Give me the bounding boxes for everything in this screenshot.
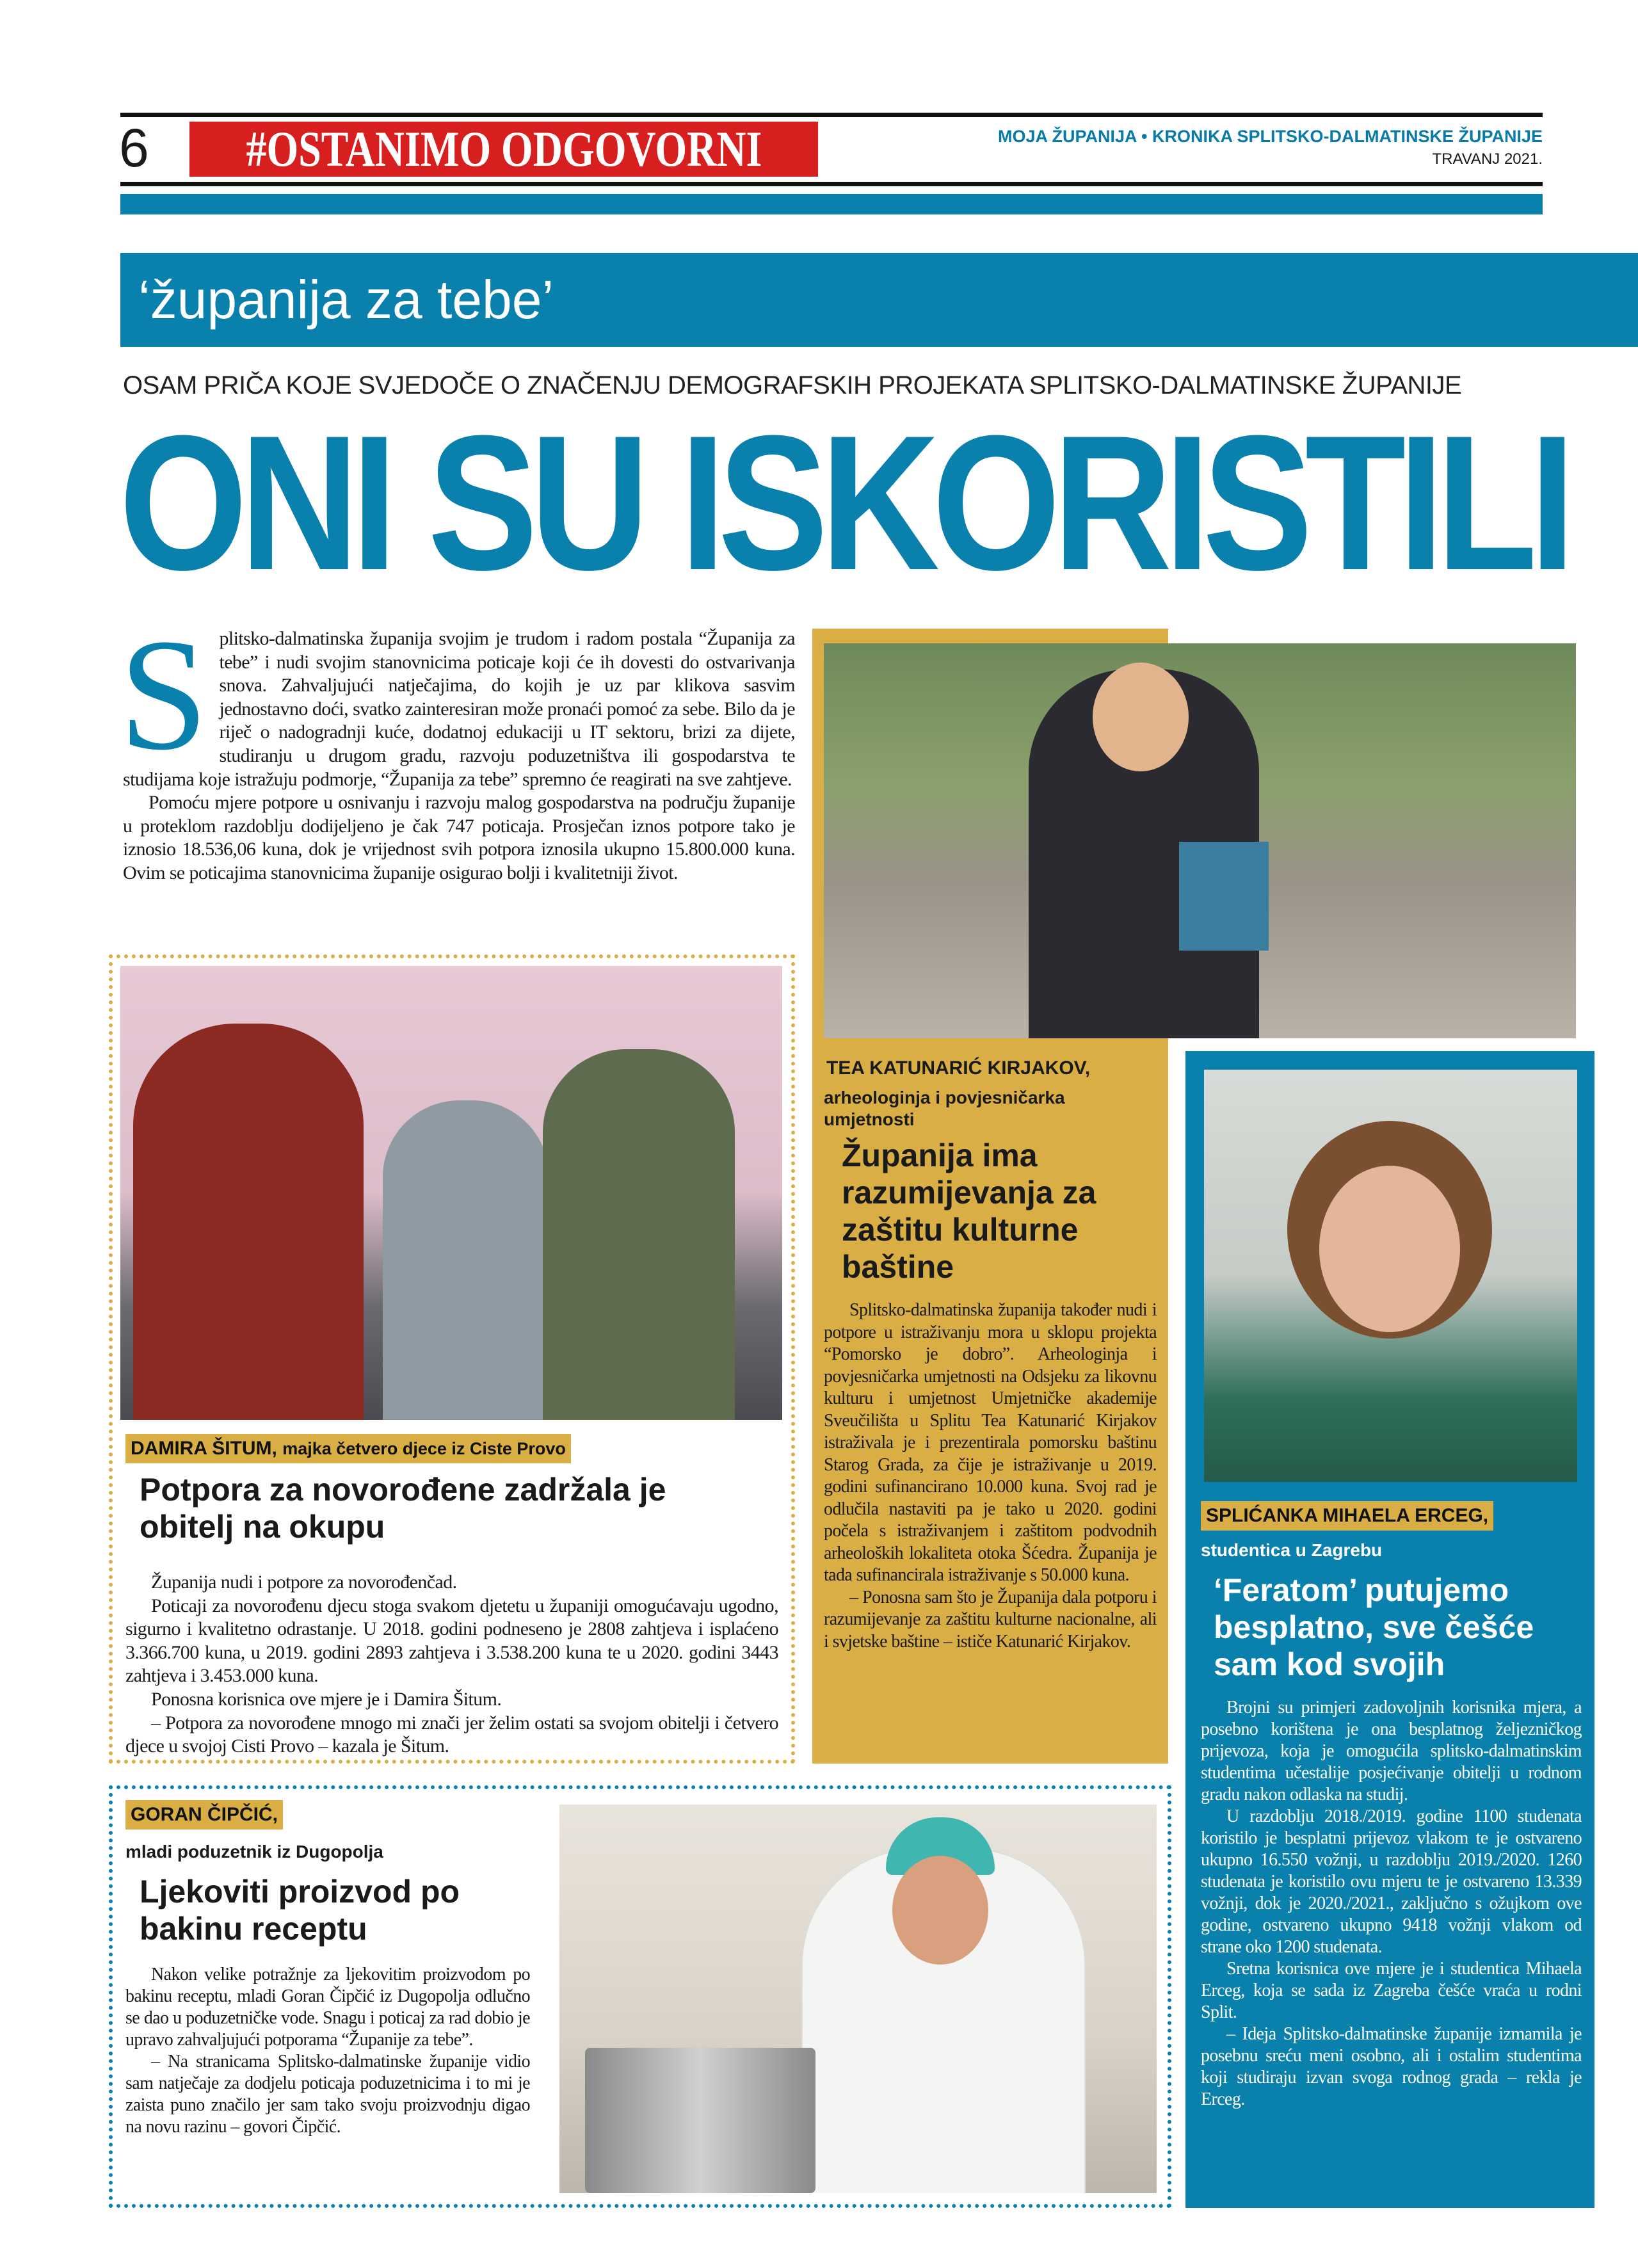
paragraph: – Ponosna sam što je Županija dala potporu i razumijevanje za zaštitu kulturne nacionalne, ali i svjetske baštine – ističe Katunarić Kirjakov. <box>824 1587 1157 1652</box>
child-figure <box>543 1049 735 1420</box>
paragraph: Sretna korisnica ove mjere je i studentica Mihaela Erceg, koja se sada iz Zagreba češće vraća u rodni Split. <box>1201 1959 1582 2022</box>
face <box>1093 663 1189 771</box>
story-role: majka četvero djece iz Ciste Provo <box>282 1439 566 1458</box>
cooking-pot <box>585 2048 815 2193</box>
story-headline: Županija ima razumijevanja za zaštitu kulturne baštine <box>842 1138 1096 1285</box>
story-role: arheologinja i povjesničarka umjetnosti <box>824 1088 1065 1129</box>
paragraph: Splitsko-dalmatinska županija također nudi i potpore u istraživanju mora u sklopu projekta “Pomorsko je dobro”. Arheologinja i povjesničarka umjetnosti na Odsjeku za likovnu kulturu i umjetnost Umjetničke akademije Sveučilišta u Splitu Tea Katunarić Kirjakov istraživala je i prezentirala pomorsku baštinu Starog Grada, za čije je istraživanje u 2019. godini sufinancirano 10.000 kuna. Svoj rad je odlučila nastaviti pa je tako u 2020. godini počela s istraživanjem i zaštitom podvodnih arheoloških lokaliteta otoka Šćedra. Županija je tada sufinancirala istraživanje s 50.000 kuna. <box>824 1300 1157 1585</box>
kicker: OSAM PRIČA KOJE SVJEDOČE O ZNAČENJU DEMOGRAFSKIH PROJEKATA SPLITSKO-DALMATINSKE ŽUPANIJE <box>123 371 1462 399</box>
mother-figure <box>133 1024 364 1420</box>
campaign-banner: #OSTANIMO ODGOVORNI <box>246 121 762 177</box>
campaign-banner-text-wrap <box>189 122 818 177</box>
top-rule <box>120 113 1543 117</box>
paragraph: Poticaji za novorođenu djecu stoga svakom djetetu u županiji omogućavaju ugodno, sigurno i kvalitetno odrastanje. U 2018. godini podneseno je 2808 zahtjeva i isplaćeno 3.366.700 kuna, u 2019. godini 2893 zahtjeva i 3.538.200 kuna te u 2020. godini 3443 zahtjeva i 3.453.000 kuna. <box>125 1595 778 1687</box>
paragraph: Ponosna korisnica ove mjere je i Damira Šitum. <box>151 1688 502 1710</box>
story-role: studentica u Zagrebu <box>1201 1540 1383 1560</box>
story-headline: Ljekoviti proizvod po bakinu receptu <box>140 1874 460 1947</box>
paragraph: – Na stranicama Splitsko-dalmatinske županije vidio sam natječaje za dodjelu poticaja poduzetnicima i to mi je zaista puno značilo jer sam tako svoju proizvodnju digao na novu razinu – govori Čipčić. <box>125 2052 530 2137</box>
face <box>892 1856 988 1965</box>
paragraph: – Ideja Splitsko-dalmatinske županije izmamila je posebnu sreću meni osobno, ali i ostalim studentima koji studiraju izvan svoga rodnog grada – rekla je Erceg. <box>1201 2024 1582 2109</box>
blue-band <box>120 194 1543 214</box>
header-rule <box>120 182 1543 186</box>
story-name: SPLIĆANKA MIHAELA ERCEG, <box>1201 1501 1493 1531</box>
goran-story <box>125 1800 542 2138</box>
child-figure <box>383 1100 549 1420</box>
mihaela-story <box>1201 1501 1582 2111</box>
paragraph: Brojni su primjeri zadovoljnih korisnika mjera, a posebno korištena je ona besplatnog željezničkog prijevoza, koja je omogućila splitsko-dalmatinskim studentima učestalije posjećivanje obitelji u rodnom gradu nakon odlaska na studij. <box>1201 1698 1582 1805</box>
paragraph: Pomoću mjere potpore u osnivanju i razvoju malog gospodarstva na području županije u proteklom razdoblju dodijeljeno je čak 747 poticaja. Prosječan iznos potpore tako je iznosio 18.536,06 kuna, dok je vrijednost svih potpora iznosila ukupno 15.800.000 kuna. Ovim se poticajima stanovnicima županije osigurao bolji i kvalitetniji život. <box>123 792 795 883</box>
section-banner: ‘županija za tebe’ <box>120 253 1638 347</box>
main-headline: ONI SU ISKORISTILI <box>119 395 1568 610</box>
paragraph: Nakon velike potražnje za ljekovitim proizvodom po bakinu receptu, mladi Goran Čipčić iz Dugopolja odlučno se dao u poduzetničke vode. Snagu i poticaj za rad dobio je upravo zahvaljujući potporama “Županije za tebe”. <box>125 1965 530 2050</box>
story-name: GORAN ČIPČIĆ, <box>125 1800 283 1830</box>
paragraph: U razdoblju 2018./2019. godine 1100 studenata koristilo je besplatni prijevoz vlakom te je ostvareno ukupno 16.550 vožnji, u razdoblju 2019./2020. 1260 studenata je koristilo ovu mjeru te je ostvareno 13.339 vožnji, dok je 2020./2021., zaključno s ožujkom ove godine, ostvareno ukupno 9418 vožnji vlakom od strane oko 1200 studenata. <box>1201 1806 1582 1957</box>
issue-date: TRAVANJ 2021. <box>1432 150 1543 168</box>
damira-story <box>125 1434 785 1758</box>
page-number: 6 <box>119 118 149 178</box>
damira-photo <box>120 966 782 1420</box>
goran-photo <box>559 1805 1157 2193</box>
campaign-banner-box <box>189 122 818 177</box>
publication-name: MOJA ŽUPANIJA • KRONIKA SPLITSKO-DALMATINSKE ŽUPANIJE <box>998 127 1543 146</box>
paragraph: Županija nudi i potpore za novorođenčad. <box>151 1572 457 1593</box>
story-headline: ‘Feratom’ putujemo besplatno, sve češće sam kod svojih <box>1214 1572 1534 1682</box>
lead-article <box>119 606 795 885</box>
paragraph: – Potpora za novorođene mnogo mi znači jer želim ostati sa svojom obitelji i četvero djece u svojoj Cisti Provo – kazala je Šitum. <box>125 1712 778 1757</box>
tea-photo <box>824 643 1576 1038</box>
mihaela-photo <box>1204 1070 1577 1482</box>
story-headline: Potpora za novorođene zadržala je obitelj na okupu <box>140 1472 666 1545</box>
masthead <box>998 127 1543 168</box>
story-name: DAMIRA ŠITUM, <box>131 1438 277 1459</box>
face <box>1319 1166 1460 1332</box>
paragraph: plitsko-dalmatinska županija svojim je trudom i radom postala “Županija za tebe” i nudi svojim stanovnicima poticaje koji će ih dovesti do ostvarivanja snova. Zahvaljujući natječajima, do kojih je uz par klikova sasvim jednostavno doći, svatko zainteresiran može pronaći pomoć za sebe. Bilo da je riječ o nadogradnji kuće, dodatnoj edukaciji u IT sektoru, brizi za dijete, studiranju u drugom gradu, razvoju poduzetništva ili gospodarstva te studijama koje istražuju podmorje, “Županija za tebe” spremno će reagirati na sve zahtjeve. <box>123 628 795 790</box>
drop-cap: S <box>119 606 208 784</box>
story-name: TEA KATUNARIĆ KIRJAKOV, <box>826 1058 1091 1079</box>
book <box>1179 842 1269 951</box>
tea-story <box>824 1058 1157 1653</box>
story-role: mladi poduzetnik iz Dugopolja <box>125 1842 383 1862</box>
